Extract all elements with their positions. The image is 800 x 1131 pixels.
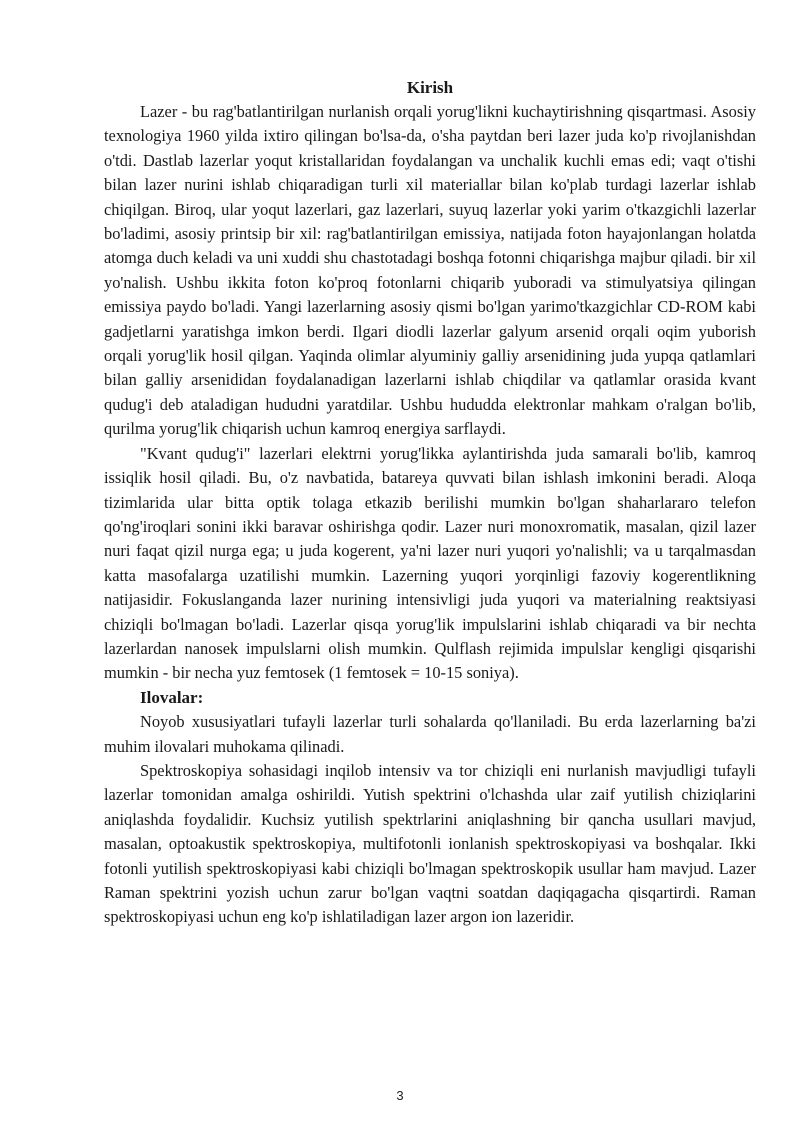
intro-paragraph-2: "Kvant qudug'i" lazerlari elektrni yorug'likka aylantirishda juda samarali bo'lib, kamroq issiqlik hosil qiladi. Bu, o'z navbatida, batareya quvvati bilan ishlash imkonini beradi. Aloqa tizimlarida ular bitta optik tolaga etkazib berilishi mumkin bo'lgan shaharlararo telefon qo'ng'iroqlari sonini ikki baravar oshirishga qodir. Lazer nuri monoxromatik, masalan, qizil lazer nuri faqat qizil nurga ega; u juda kogerent, ya'ni lazer nuri yuqori yo'nalishli; va u tarqalmasdan katta masofalarga uzatilishi mumkin. Lazerning yuqori yorqinligi fazoviy kogerentlikning natijasidir. Fokuslanganda lazer nurining intensivligi juda yuqori va materialning reaktsiyasi chiziqli bo'lmagan bo'ladi. Lazerlar qisqa yorug'lik impulslarini ishlab chiqaradi va bir nechta lazerlardan nanosek impulslarni olish mumkin. Qulflash rejimida impulslar kengligi qisqarishi mumkin - bir necha yuz femtosek (1 femtosek = 10-15 soniya).	[104, 443, 756, 683]
applications-paragraph-1: Noyob xususiyatlari tufayli lazerlar turli sohalarda qo'llaniladi. Bu erda lazerlarning ba'zi muhim ilovalari muhokama qilinadi.	[104, 712, 756, 756]
page-number: 3	[396, 1088, 404, 1103]
section-title: Kirish	[406, 78, 454, 97]
intro-paragraph-1: Lazer - bu rag'batlantirilgan nurlanish orqali yorug'likni kuchaytirishning qisqartmasi. Asosiy texnologiya 1960 yilda ixtiro qilingan bo'lsa-da, o'sha paytdan beri lazer juda ko'p rivojlanishdan o'tdi. Dastlab lazerlar yoqut kristallaridan foydalangan va unchalik kuchli emas edi; vaqt o'tishi bilan lazer nurini ishlab chiqaradigan turli xil materiallar bilan ko'plab turdagi lazerlar ishlab chiqilgan. Biroq, ular yoqut lazerlari, gaz lazerlari, suyuq lazerlar yoki yarim o'tkazgichli lazerlar bo'ladimi, asosiy printsip bir xil: rag'batlantirilgan emissiya, natijada foton hayajonlangan holatda atomga duch keladi va uni xuddi shu chastotadagi boshqa fotonni chiqarishga majbur qiladi. bir xil yo'nalish. Ushbu ikkita foton ko'proq fotonlarni chiqarib yuboradi va stimulyatsiya qilingan emissiya paydo bo'ladi. Yangi lazerlarning asosiy qismi bo'lgan yarimo'tkazgichlar CD-ROM kabi gadjetlarni yaratishga imkon berdi. Ilgari diodli lazerlar galyum arsenid orqali oqim yuborish orqali yorug'lik hosil qilgan. Yaqinda olimlar alyuminiy galliy arsenidining juda yupqa qatlamlari bilan galliy arsenididan foydalanadigan lazerlarni ishlab chiqdilar va qatlamlar orasida kvant qudug'i deb ataladigan hududni yaratdilar. Ushbu hududda elektronlar mahkam o'ralgan bo'lib, qurilma yorug'lik chiqarish uchun kamroq energiya sarflaydi.	[104, 102, 756, 439]
document-page	[104, 76, 756, 930]
applications-heading: Ilovalar:	[140, 687, 204, 707]
applications-paragraph-2: Spektroskopiya sohasidagi inqilob intensiv va tor chiziqli eni nurlanish mavjudligi tufayli lazerlar tomonidan amalga oshirildi. Yutish spektrini o'lchashda ular zaif yutilish chiziqlarini aniqlashda foydalidir. Kuchsiz yutilish spektrlarini aniqlashning bir qancha usullari mavjud, masalan, optoakustik spektroskopiya, multifotonli ionlanish spektroskopiyasi va boshqalar. Ikki fotonli yutilish spektroskopiyasi kabi chiziqli bo'lmagan spektroskopik usullar ham mavjud. Lazer Raman spektrini yozish uchun zarur bo'lgan vaqtni soatdan daqiqagacha qisqartirdi. Raman spektroskopiyasi uchun eng ko'p ishlatiladigan lazer argon ion lazeridir.	[104, 760, 756, 927]
